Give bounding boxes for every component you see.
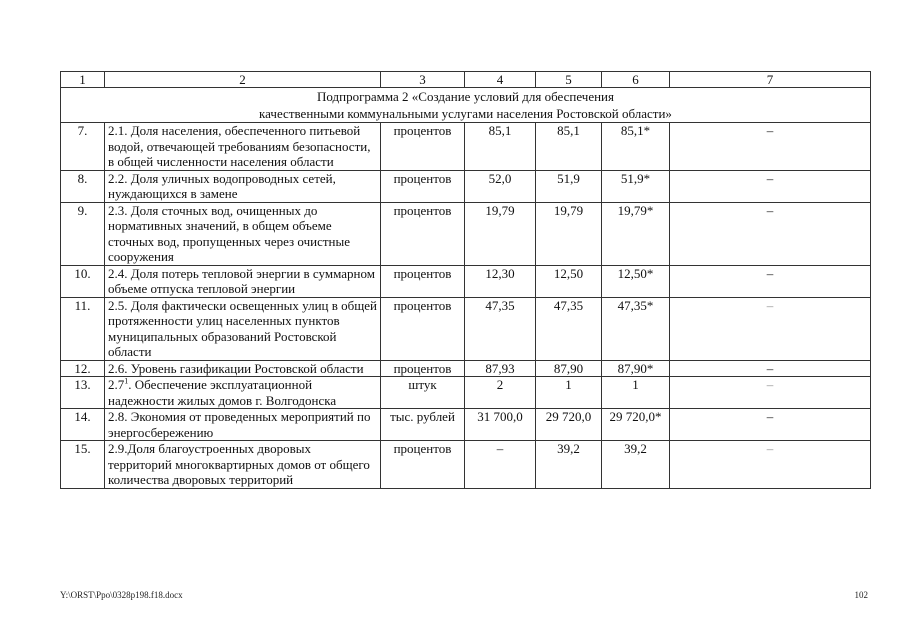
note-cell [670, 170, 871, 202]
indicator-name-prefix: 2.7 [108, 377, 125, 392]
unit-cell: процентов [381, 123, 465, 171]
value-col6: 1 [602, 377, 670, 409]
column-number-row [61, 72, 871, 88]
row-number: 10. [61, 265, 105, 297]
table-row [61, 409, 871, 441]
indicator-name: 2.8. Экономия от проведенных мероприятий по энергосбережению [105, 409, 381, 441]
indicator-name: 2.2. Доля уличных водопроводных сетей, нуждающихся в замене [105, 170, 381, 202]
table-row [61, 297, 871, 360]
table-row [61, 265, 871, 297]
value-col5: 47,35 [536, 297, 602, 360]
note-dash: – [766, 202, 774, 218]
indicator-name: 2.5. Доля фактически освещенных улиц в общей протяженности улиц населенных пунктов муниципальных образований Ростовской области [105, 297, 381, 360]
value-col4: 47,35 [465, 297, 536, 360]
value-col4: – [465, 441, 536, 489]
value-col5: 51,9 [536, 170, 602, 202]
row-number: 13. [61, 377, 105, 409]
indicator-name-superscript: 1 [124, 376, 129, 386]
note-dash: – [766, 377, 774, 392]
unit-cell: процентов [381, 265, 465, 297]
column-number-3: 3 [381, 72, 465, 88]
value-col5: 19,79 [536, 202, 602, 265]
note-dash: – [766, 265, 774, 281]
indicator-name: 2.3. Доля сточных вод, очищенных до нормативных значений, в общем объеме сточных вод, пропущенных через очистные сооружения [105, 202, 381, 265]
value-col6: 47,35* [602, 297, 670, 360]
note-dash: – [766, 123, 774, 138]
table-row [61, 123, 871, 171]
unit-cell: процентов [381, 297, 465, 360]
indicator-name: 2.9.Доля благоустроенных дворовых территорий многоквартирных домов от общего количества дворовых территорий [105, 441, 381, 489]
value-col4: 87,93 [465, 360, 536, 377]
value-col4: 12,30 [465, 265, 536, 297]
value-col6: 85,1* [602, 123, 670, 171]
value-col5: 29 720,0 [536, 409, 602, 441]
page-number: 102 [854, 590, 868, 600]
value-col5: 87,90 [536, 360, 602, 377]
value-col5: 85,1 [536, 123, 602, 171]
value-col6: 19,79* [602, 202, 670, 265]
value-col6: 12,50* [602, 265, 670, 297]
unit-cell: тыс. рублей [381, 409, 465, 441]
indicator-name-rest: . Обеспечение эксплуатационной надежности жилых домов г. Волгодонска [108, 377, 337, 408]
row-number: 9. [61, 202, 105, 265]
subprogram-title-line-2: качественными коммунальными услугами населения Ростовской области» [259, 106, 672, 121]
note-cell [670, 202, 871, 265]
column-number-4: 4 [465, 72, 536, 88]
indicator-name: 2.6. Уровень газификации Ростовской области [105, 360, 381, 377]
unit-cell: процентов [381, 441, 465, 489]
row-number: 8. [61, 170, 105, 202]
value-col6: 51,9* [602, 170, 670, 202]
table-row [61, 360, 871, 377]
row-number: 11. [61, 297, 105, 360]
indicator-name: 2.4. Доля потерь тепловой энергии в суммарном объеме отпуска тепловой энергии [105, 265, 381, 297]
unit-cell: процентов [381, 202, 465, 265]
subprogram-row [61, 88, 871, 123]
note-dash: – [766, 360, 774, 376]
value-col4: 31 700,0 [465, 409, 536, 441]
note-cell [670, 360, 871, 377]
indicator-name: 2.1. Доля населения, обеспеченного питьевой водой, отвечающей требованиям безопасности, в общей численности населения области [105, 123, 381, 171]
note-cell [670, 123, 871, 171]
table-row [61, 170, 871, 202]
unit-cell: процентов [381, 360, 465, 377]
column-number-1: 1 [61, 72, 105, 88]
column-number-6: 6 [602, 72, 670, 88]
value-col5: 12,50 [536, 265, 602, 297]
value-col5: 39,2 [536, 441, 602, 489]
row-number: 14. [61, 409, 105, 441]
unit-cell: процентов [381, 170, 465, 202]
note-dash: – [766, 441, 774, 456]
value-col6: 29 720,0* [602, 409, 670, 441]
row-number: 12. [61, 360, 105, 377]
note-dash: – [766, 170, 774, 186]
value-col6: 87,90* [602, 360, 670, 377]
column-number-2: 2 [105, 72, 381, 88]
column-number-7: 7 [670, 72, 871, 88]
indicator-name [105, 377, 381, 409]
file-path: Y:\ORST\Ppo\0328p198.f18.docx [60, 590, 183, 600]
value-col4: 85,1 [465, 123, 536, 171]
value-col6: 39,2 [602, 441, 670, 489]
note-dash: – [766, 409, 774, 424]
table-row [61, 377, 871, 409]
table-row [61, 202, 871, 265]
row-number: 7. [61, 123, 105, 171]
note-cell [670, 377, 871, 409]
unit-cell: штук [381, 377, 465, 409]
subprogram-title [61, 88, 871, 123]
column-number-5: 5 [536, 72, 602, 88]
table-row [61, 441, 871, 489]
note-cell [670, 265, 871, 297]
value-col5: 1 [536, 377, 602, 409]
value-col4: 2 [465, 377, 536, 409]
note-cell [670, 409, 871, 441]
value-col4: 52,0 [465, 170, 536, 202]
value-col4: 19,79 [465, 202, 536, 265]
note-cell [670, 297, 871, 360]
note-dash: – [766, 297, 774, 313]
subprogram-title-line-1: Подпрограмма 2 «Создание условий для обеспечения [316, 89, 614, 104]
row-number: 15. [61, 441, 105, 489]
note-cell [670, 441, 871, 489]
indicators-table [60, 71, 871, 489]
